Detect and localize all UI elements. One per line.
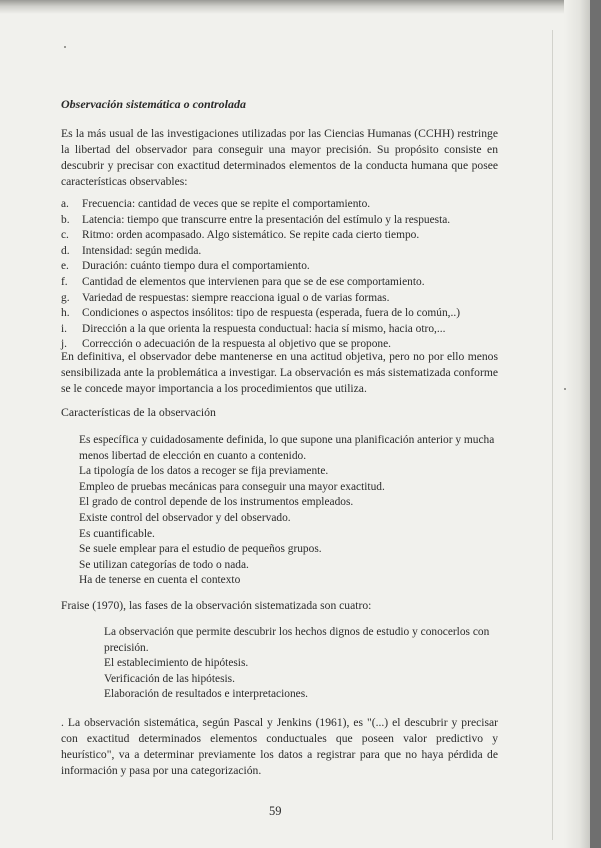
page-fold-line [552,30,553,840]
characteristics-list [79,433,500,589]
list-letter: g. [61,291,70,304]
list-letter: h. [61,307,70,320]
section-heading: Observación sistemática o controlada [61,97,246,111]
characteristic-item: Se utilizan categorías de todo o nada. [79,558,249,571]
list-text: Duración: cuánto tiempo dura el comportamiento. [82,260,310,273]
list-text: Ritmo: orden acompasado. Algo sistemático. Se repite cada cierto tiempo. [82,229,420,242]
list-text: Variedad de respuestas: siempre reacciona igual o de varias formas. [82,291,390,304]
list-text: Intensidad: según medida. [82,244,202,257]
characteristic-item: Empleo de pruebas mecánicas para conseguir una mayor exactitud. [79,480,385,493]
list-item [61,244,501,260]
list-item [61,197,501,213]
closing-paragraph: En definitiva, el observador debe mantenerse en una actitud objetiva, pero no por ello menos sensibilizada ante la problemática a investigar. La observación es más sistematizada conforme se le concede mayor importancia a los procedimientos que utiliza. [61,350,498,395]
list-letter: j. [61,338,68,351]
fraise-paragraph: Fraise (1970), las fases de la observación sistematizada son cuatro: [61,599,372,612]
observable-characteristics-list [61,197,501,353]
list-letter: c. [61,229,69,242]
intro-paragraph: Es la más usual de las investigaciones utilizadas por las Ciencias Humanas (CCHH) restringe la libertad del observador para conseguir una mayor precisión. Su propósito consiste en descubrir y precisar con exactitud determinados elementos de la conducta humana que posee características observables: [61,127,498,188]
phase-item: El establecimiento de hipótesis. [104,657,249,670]
list-letter: d. [61,244,70,257]
characteristic-item: Se suele emplear para el estudio de pequeños grupos. [79,543,322,556]
page-number: 59 [269,804,282,818]
list-item [61,306,501,322]
list-item [61,291,501,307]
phase-item: Elaboración de resultados e interpretaciones. [104,688,308,701]
list-item [61,322,501,338]
list-item [61,228,501,244]
list-text: Cantidad de elementos que intervienen para que se de ese comportamiento. [82,275,425,288]
list-letter: f. [61,275,68,288]
list-item [61,213,501,229]
list-letter: b. [61,213,70,226]
scan-top-edge [0,0,590,14]
list-text: Condiciones o aspectos insólitos: tipo de respuesta (esperada, fuera de lo común,..) [82,307,461,320]
list-letter: i. [61,322,68,335]
characteristic-item: Ha de tenerse en cuenta el contexto [79,574,241,587]
final-paragraph: . La observación sistemática, según Pascal y Jenkins (1961), es "(...) el descubrir y precisar con exactitud determinados elementos conductuales que poseen valor predictivo y heurístico", va a determinar previamente los datos a registrar para que no haya pérdida de información y pasa por una categorización. [61,716,498,777]
characteristics-heading: Características de la observación [61,405,216,419]
characteristic-item: El grado de control depende de los instrumentos empleados. [79,496,354,509]
list-text: Frecuencia: cantidad de veces que se repite el comportamiento. [82,198,371,210]
list-text: Latencia: tiempo que transcurre entre la presentación del estímulo y la respuesta. [82,213,451,226]
characteristic-item: Es específica y cuidadosamente definida, lo que supone una planificación anterior y mucha menos libertad de elección en cuanto a contenido. [79,434,495,462]
characteristic-item: La tipología de los datos a recoger se fija previamente. [79,465,329,478]
phases-list [104,625,502,703]
characteristic-item: Es cuantificable. [79,527,155,540]
scan-right-edge [564,0,590,848]
scan-speck [64,46,66,48]
characteristic-item: Existe control del observador y del observado. [79,511,291,524]
list-letter: a. [61,198,69,210]
list-item [61,259,501,275]
scan-speck [564,388,566,390]
list-text: Corrección o adecuación de la respuesta al objetivo que se propone. [82,338,392,351]
list-letter: e. [61,260,69,273]
list-text: Dirección a la que orienta la respuesta conductual: hacia sí mismo, hacia otro,... [82,322,446,335]
list-item [61,275,501,291]
phase-item: Verificación de las hipótesis. [104,672,235,685]
phase-item: La observación que permite descubrir los hechos dignos de estudio y conocerlos con precisión. [104,626,490,654]
